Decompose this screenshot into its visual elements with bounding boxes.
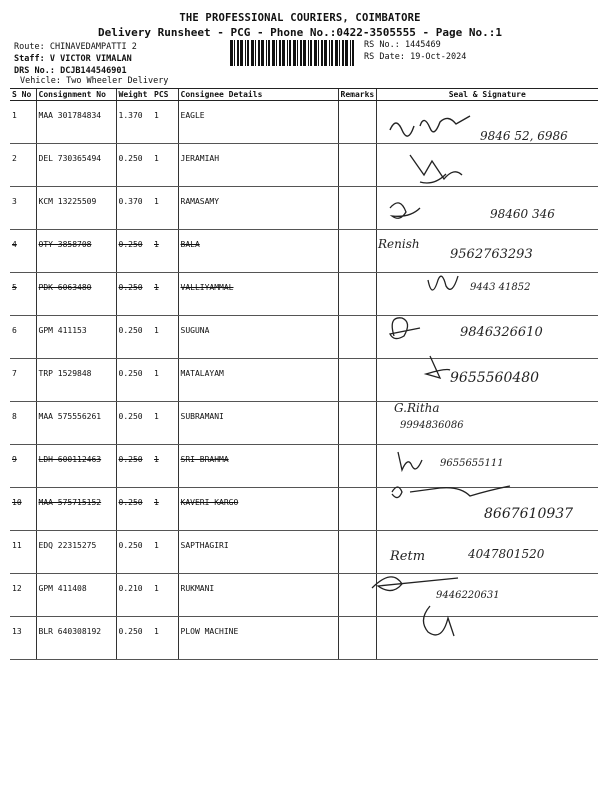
- consignment-cell: BLR 640308192: [36, 617, 116, 660]
- barcode-bar: [310, 40, 312, 66]
- runsheet-table: [10, 88, 598, 660]
- consignee-cell: KAVERI KARGO: [178, 488, 338, 531]
- sno-cell: 12: [10, 574, 36, 617]
- barcode-bar: [335, 40, 338, 66]
- hand-phone-10: 4047801520: [468, 547, 545, 561]
- consignment-cell: GPM 411408: [36, 574, 116, 617]
- weight-cell: 1.370: [116, 101, 152, 144]
- hand-phone-11: 9446220631: [436, 590, 500, 601]
- table-row: [10, 273, 598, 316]
- route-line: [14, 42, 137, 52]
- weight-cell: 0.210: [116, 574, 152, 617]
- hand-name-2: G.Ritha: [394, 401, 440, 415]
- sno-cell: 7: [10, 359, 36, 402]
- barcode-bar: [245, 40, 246, 66]
- barcode-bar: [293, 40, 296, 66]
- hand-phone-2: 98460 346: [490, 207, 555, 221]
- col-remarks: Remarks: [338, 89, 376, 101]
- hand-phone-5: 9846326610: [460, 325, 543, 340]
- table-row: [10, 144, 598, 187]
- barcode-bar: [266, 40, 267, 66]
- weight-cell: 0.250: [116, 488, 152, 531]
- consignee-cell: SUBRAMANI: [178, 402, 338, 445]
- company-name: THE PROFESSIONAL COURIERS, COIMBATORE: [179, 12, 421, 24]
- weight-cell: 0.250: [116, 402, 152, 445]
- barcode-bar: [279, 40, 281, 66]
- barcode-bar: [276, 40, 277, 66]
- barcode-bar: [329, 40, 330, 66]
- sno-cell: 5: [10, 273, 36, 316]
- barcode-bar: [272, 40, 275, 66]
- barcode-bar: [268, 40, 270, 66]
- consignment-cell: GPM 411153: [36, 316, 116, 359]
- table-row: [10, 316, 598, 359]
- pcs-cell: 1: [152, 187, 178, 230]
- sno-cell: 9: [10, 445, 36, 488]
- barcode-bar: [258, 40, 260, 66]
- signature-cell: [376, 574, 598, 617]
- rs-date-line: [364, 52, 466, 62]
- col-consignment: Consignment No: [36, 89, 116, 101]
- signature-cell: [376, 402, 598, 445]
- table-row: [10, 359, 598, 402]
- pcs-cell: 1: [152, 101, 178, 144]
- col-consignee: Consignee Details: [178, 89, 338, 101]
- signature-cell: [376, 445, 598, 488]
- remarks-cell: [338, 144, 376, 187]
- hand-phone-4: 9443 41852: [470, 282, 531, 293]
- consignee-cell: JERAMIAH: [178, 144, 338, 187]
- rs-no-label: RS No.:: [364, 40, 400, 50]
- consignee-cell: MATALAYAM: [178, 359, 338, 402]
- weight-cell: 0.370: [116, 187, 152, 230]
- pcs-cell: 1: [152, 402, 178, 445]
- table-row: [10, 531, 598, 574]
- pcs-cell: 1: [152, 359, 178, 402]
- barcode: [230, 40, 358, 66]
- hand-name-1: Renish: [378, 237, 420, 251]
- hand-phone-9: 8667610937: [484, 506, 574, 522]
- barcode-bar: [287, 40, 288, 66]
- consignment-cell: PDK 6063480: [36, 273, 116, 316]
- signature-cell: [376, 273, 598, 316]
- remarks-cell: [338, 445, 376, 488]
- table-body: [10, 101, 598, 660]
- drs-value: DCJB144546901: [60, 66, 127, 76]
- pcs-cell: 1: [152, 144, 178, 187]
- sno-cell: 2: [10, 144, 36, 187]
- col-pcs: PCS: [152, 89, 178, 101]
- consignee-cell: VALLIYAMMAL: [178, 273, 338, 316]
- barcode-bar: [342, 40, 344, 66]
- weight-cell: 0.250: [116, 445, 152, 488]
- col-sno: S No: [10, 89, 36, 101]
- runsheet-title: Delivery Runsheet - PCG - Phone No.:0422-3505555 - Page No.:1: [98, 26, 502, 39]
- signature-cell: [376, 488, 598, 531]
- weight-cell: 0.250: [116, 316, 152, 359]
- barcode-bar: [324, 40, 327, 66]
- weight-cell: 0.250: [116, 359, 152, 402]
- consignee-cell: PLOW MACHINE: [178, 617, 338, 660]
- consignment-cell: TRP 1529848: [36, 359, 116, 402]
- sno-cell: 3: [10, 187, 36, 230]
- barcode-bar: [251, 40, 254, 66]
- signature-cell: [376, 144, 598, 187]
- barcode-bar: [345, 40, 348, 66]
- table-row: [10, 230, 598, 273]
- staff-label: Staff:: [14, 54, 45, 64]
- sno-cell: 11: [10, 531, 36, 574]
- signature-cell: [376, 101, 598, 144]
- drs-line: [14, 66, 127, 76]
- barcode-bar: [314, 40, 317, 66]
- table-row: [10, 574, 598, 617]
- vehicle-label: Vehicle:: [20, 76, 61, 86]
- consignment-cell: KCM 13225509: [36, 187, 116, 230]
- pcs-cell: 1: [152, 531, 178, 574]
- barcode-bar: [339, 40, 340, 66]
- remarks-cell: [338, 617, 376, 660]
- col-weight: Weight: [116, 89, 152, 101]
- hand-phone-6: 9655560480: [450, 370, 540, 386]
- pcs-cell: 1: [152, 574, 178, 617]
- remarks-cell: [338, 359, 376, 402]
- barcode-bar: [300, 40, 302, 66]
- sno-cell: 1: [10, 101, 36, 144]
- consignment-cell: LDH 600112463: [36, 445, 116, 488]
- consignment-cell: DEL 730365494: [36, 144, 116, 187]
- vehicle-line: [20, 76, 168, 86]
- barcode-bar: [289, 40, 291, 66]
- pcs-cell: 1: [152, 230, 178, 273]
- hand-phone-8: 9655655111: [440, 458, 504, 469]
- signature-cell: [376, 187, 598, 230]
- barcode-bar: [247, 40, 249, 66]
- rs-no-line: [364, 40, 441, 50]
- remarks-cell: [338, 574, 376, 617]
- sno-cell: 10: [10, 488, 36, 531]
- consignment-cell: OTY 3858708: [36, 230, 116, 273]
- consignment-cell: MAA 575556261: [36, 402, 116, 445]
- weight-cell: 0.250: [116, 617, 152, 660]
- sno-cell: 8: [10, 402, 36, 445]
- consignee-cell: BALA: [178, 230, 338, 273]
- consignee-cell: SUGUNA: [178, 316, 338, 359]
- staff-line: [14, 54, 132, 64]
- table-row: [10, 488, 598, 531]
- signature-cell: [376, 617, 598, 660]
- barcode-bar: [282, 40, 285, 66]
- barcode-bar: [331, 40, 333, 66]
- remarks-cell: [338, 101, 376, 144]
- barcode-bar: [350, 40, 351, 66]
- barcode-bar: [318, 40, 319, 66]
- consignment-cell: MAA 301784834: [36, 101, 116, 144]
- hand-phone-3: 9562763293: [450, 247, 533, 262]
- rs-date-label: RS Date:: [364, 52, 405, 62]
- signature-cell: [376, 531, 598, 574]
- weight-cell: 0.250: [116, 230, 152, 273]
- signature-cell: [376, 359, 598, 402]
- consignee-cell: SAPTHAGIRI: [178, 531, 338, 574]
- consignee-cell: SRI BRAHMA: [178, 445, 338, 488]
- barcode-bar: [321, 40, 323, 66]
- consignment-cell: EDQ 22315275: [36, 531, 116, 574]
- table-row: [10, 617, 598, 660]
- barcode-bar: [297, 40, 298, 66]
- table-header-row: [10, 89, 598, 101]
- consignee-cell: RUKMANI: [178, 574, 338, 617]
- remarks-cell: [338, 273, 376, 316]
- remarks-cell: [338, 531, 376, 574]
- barcode-bar: [261, 40, 264, 66]
- weight-cell: 0.250: [116, 273, 152, 316]
- rs-date-value: 19-Oct-2024: [410, 52, 467, 62]
- remarks-cell: [338, 230, 376, 273]
- route-label: Route:: [14, 42, 45, 52]
- pcs-cell: 1: [152, 488, 178, 531]
- barcode-bar: [240, 40, 243, 66]
- table-row: [10, 187, 598, 230]
- hand-phone-7: 9994836086: [400, 420, 464, 431]
- table-row: [10, 101, 598, 144]
- table-row: [10, 445, 598, 488]
- staff-value: V VICTOR VIMALAN: [49, 54, 132, 64]
- consignee-cell: RAMASAMY: [178, 187, 338, 230]
- barcode-bar: [255, 40, 256, 66]
- col-seal-signature: Seal & Signature: [376, 89, 598, 101]
- barcode-bar: [237, 40, 239, 66]
- remarks-cell: [338, 316, 376, 359]
- weight-cell: 0.250: [116, 144, 152, 187]
- remarks-cell: [338, 187, 376, 230]
- remarks-cell: [338, 488, 376, 531]
- sno-cell: 6: [10, 316, 36, 359]
- pcs-cell: 1: [152, 445, 178, 488]
- pcs-cell: 1: [152, 273, 178, 316]
- sno-cell: 13: [10, 617, 36, 660]
- consignment-cell: MAA 575715152: [36, 488, 116, 531]
- drs-label: DRS No.:: [14, 66, 55, 76]
- pcs-cell: 1: [152, 316, 178, 359]
- rs-no-value: 1445469: [404, 40, 441, 50]
- pcs-cell: 1: [152, 617, 178, 660]
- barcode-bar: [303, 40, 306, 66]
- signature-cell: [376, 316, 598, 359]
- hand-phone-1: 9846 52, 6986: [480, 129, 568, 143]
- barcode-bar: [308, 40, 309, 66]
- vehicle-value: Two Wheeler Delivery: [66, 76, 169, 86]
- sno-cell: 4: [10, 230, 36, 273]
- hand-name-3: Retm: [390, 549, 426, 564]
- route-value: CHINAVEDAMPATTI 2: [49, 42, 137, 52]
- barcode-bar: [352, 40, 354, 66]
- table-row: [10, 402, 598, 445]
- remarks-cell: [338, 402, 376, 445]
- signature-cell: [376, 230, 598, 273]
- barcode-bar: [230, 40, 233, 66]
- consignee-cell: EAGLE: [178, 101, 338, 144]
- barcode-bar: [234, 40, 235, 66]
- weight-cell: 0.250: [116, 531, 152, 574]
